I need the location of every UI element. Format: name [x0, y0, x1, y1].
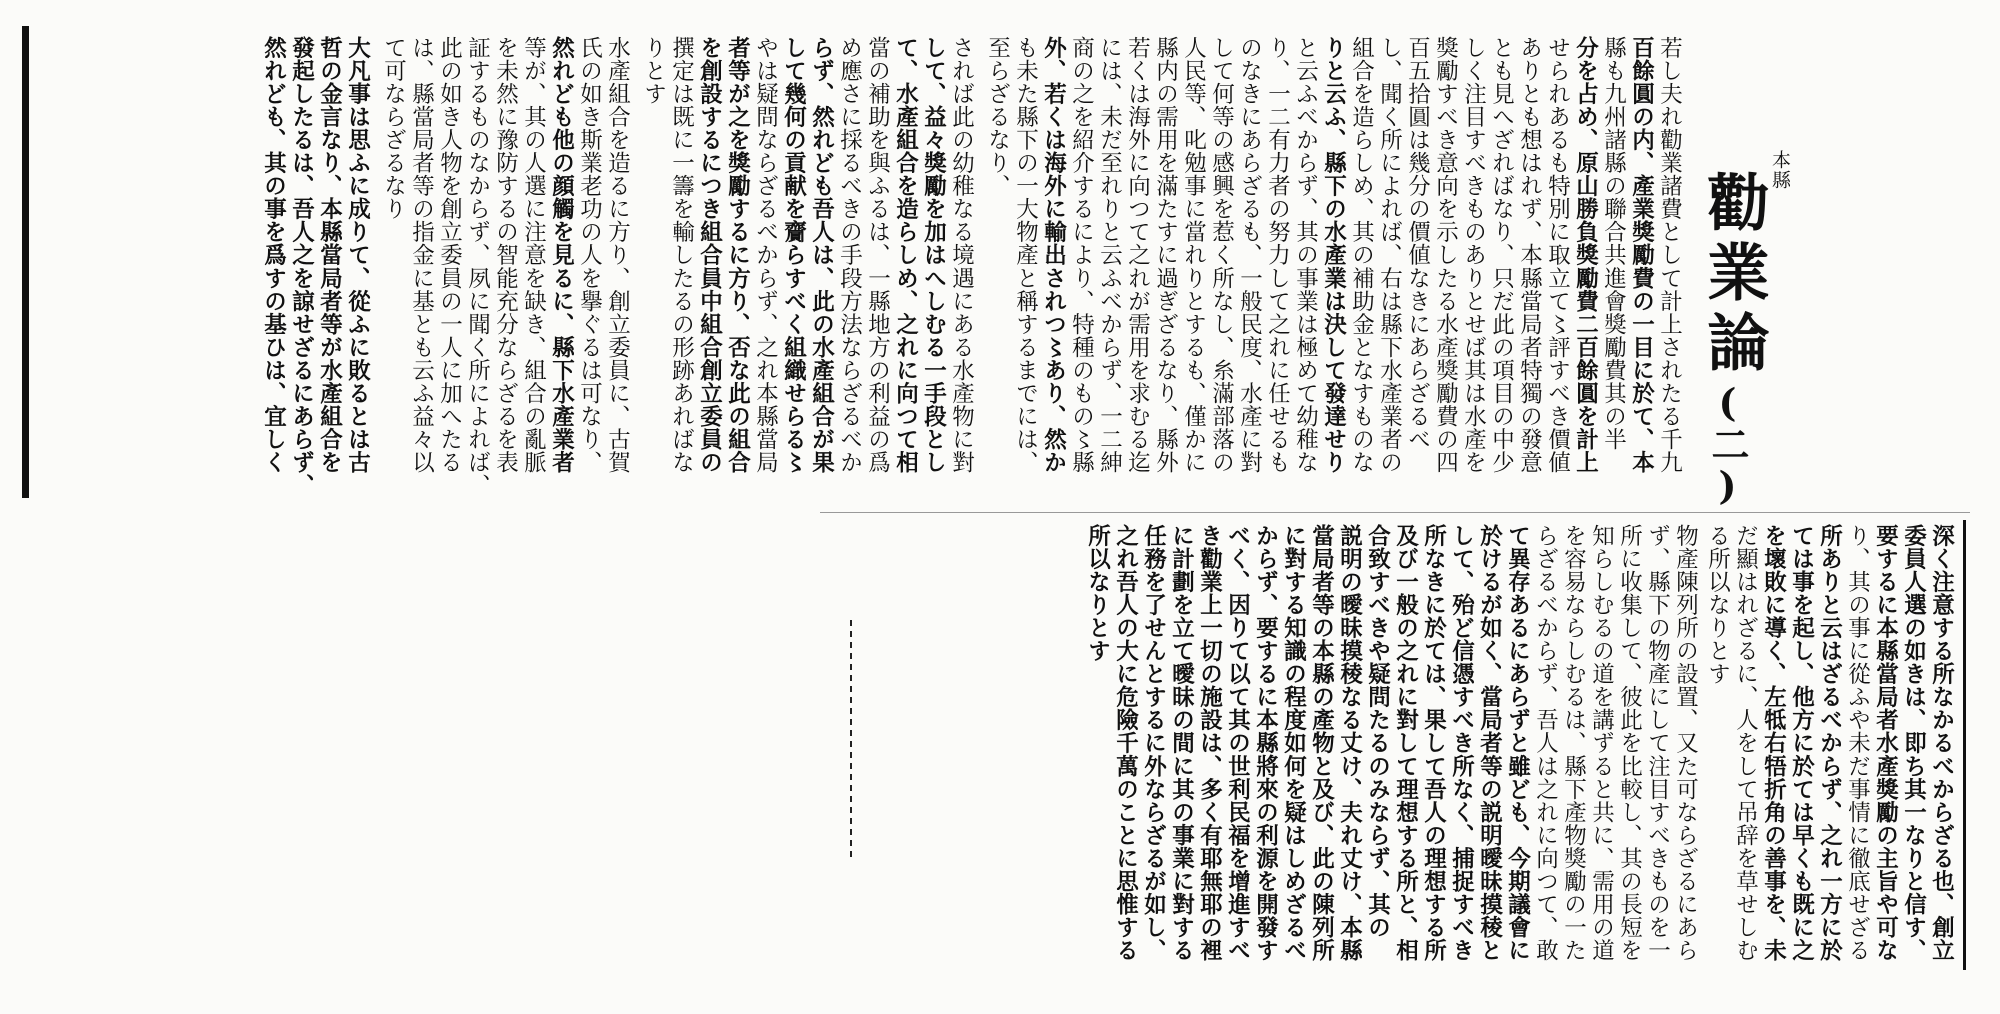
text-column: 委員人選の如きは、即ち其一なりと信す、 — [1900, 524, 1927, 962]
text-column: して幾何の貢献を齎らすべく組織せらる〻 — [780, 36, 807, 474]
text-column: め應さに採るべきの手段方法ならざるべか — [836, 36, 863, 474]
text-column: からず、要するに本縣將來の利源を開發す — [1252, 524, 1279, 962]
text-column: 所ありと云はざるべからず、之れ一方に於 — [1816, 524, 1843, 962]
text-column: を壞敗に導く、左牴右牾折角の善事を、未 — [1760, 524, 1787, 962]
text-column: らざるべからず、吾人は之れに向つて、敢 — [1532, 524, 1559, 962]
text-column: 者等が之を獎勵するに方り、否な此の組合 — [724, 36, 751, 474]
text-column: りと云ふ、縣下の水產業は決して發達せり — [1320, 36, 1347, 474]
text-column: ては事を起し、他方に於ては早くも既に之 — [1788, 524, 1815, 962]
text-column: り、一二有力者の努力して之れに任せるも — [1264, 36, 1291, 474]
text-column: 獎勵すべき意向を示したる水產獎勵費の四 — [1432, 36, 1459, 474]
text-column: 氏の如き斯業老功の人を擧ぐるは可なり、 — [576, 36, 603, 474]
text-column: 物產陳列所の設置、又た可ならざるにあら — [1672, 524, 1699, 962]
text-column: に計劃を立て曖昧の間に其の事業に對する — [1168, 524, 1195, 962]
text-column: 所に收集して、彼此を比較し、其の長短を — [1616, 524, 1643, 962]
text-column: 所なきに於ては、果して吾人の理想する所 — [1420, 524, 1447, 962]
text-column: に對する知識の程度如何を疑はしめざるべ — [1280, 524, 1307, 962]
text-column: やは疑問ならざるべからず、之れ本縣當局 — [752, 36, 779, 474]
text-column: り、其の事に從ふや未だ事情に徹底せざる — [1844, 524, 1871, 962]
text-column: しく注目すべきものありとせば其は水產を — [1460, 36, 1487, 474]
text-column: る所以なりとす — [1704, 524, 1731, 686]
text-column: とも見へざればなり、只だ此の項目の中少 — [1488, 36, 1515, 474]
text-column: き勸業上一切の施設は、多く有耶無耶の裡 — [1196, 524, 1223, 962]
text-column: て、水產組合を造らしめ、之れに向つて相 — [892, 36, 919, 474]
text-column: 説明の曖昧摸稜なる丈け、夫れ丈け、本縣 — [1336, 524, 1363, 962]
text-column: 至らざるなり、 — [984, 36, 1011, 198]
text-column: べく、因りて以て其の世利民福を增進すべ — [1224, 524, 1251, 962]
text-column: 百五拾圓は幾分の價値なきにあらざるべ — [1404, 36, 1431, 451]
text-column: 縣内の需用を滿たすに過ぎざるなり、縣外 — [1152, 36, 1179, 474]
text-column: 於けるが如く、當局者等の説明曖昧摸稜と — [1476, 524, 1503, 962]
text-column: 組合を造らしめ、其の補助金となすものな — [1348, 36, 1375, 474]
text-column: 然れども他の顔觸を見るに、縣下水產業者 — [548, 36, 575, 474]
text-column: 然れども、其の事を爲すの基ひは、宜しく — [260, 36, 287, 474]
text-column: 縣も九州諸縣の聯合共進會獎勵費其の半 — [1600, 36, 1627, 451]
text-column: 要するに本縣當局者水產獎勵の主旨や可な — [1872, 524, 1899, 962]
text-column: 証するものなからず、夙に聞く所によれば、 — [464, 36, 491, 497]
text-column: 百餘圓の内、產業獎勵費の一目に於て、本 — [1628, 36, 1655, 474]
text-column: 此の如き人物を創立委員の一人に加へたる — [436, 36, 463, 474]
text-column: らず、然れども吾人は、此の水產組合が果 — [808, 36, 835, 474]
text-column: して何等の感興を惹く所なし、糸滿部落の — [1208, 36, 1235, 474]
text-column: て可ならざるなり — [380, 36, 407, 221]
text-column: 當局者等の本縣の產物と及び、此の陳列所 — [1308, 524, 1335, 962]
text-column: されば此の幼稚なる境遇にある水產物に對 — [948, 36, 975, 474]
text-column: 等が、其の人選に注意を缺き、組合の亂脈 — [520, 36, 547, 474]
text-column: りとす — [640, 36, 667, 106]
text-column: ず、縣下の物產にして注目すべきものを一 — [1644, 524, 1671, 962]
text-column: 合致すべきや疑問たるのみならず、其の — [1364, 524, 1391, 939]
text-column: 知らしむるの道を講ずると共に、需用の道 — [1588, 524, 1615, 962]
dashed-divider — [850, 620, 852, 860]
article-part-number: (二) — [1705, 380, 1750, 508]
text-column: せられあるも特別に取立て〻評すべき價値 — [1544, 36, 1571, 474]
text-column: 外、若くは海外に輸出されつ〻あり、然か — [1040, 36, 1067, 474]
text-column: 撰定は既に一籌を輸したるの形跡あればな — [668, 36, 695, 474]
left-border-rule — [22, 26, 29, 498]
text-column: 水產組合を造るに方り、創立委員に、古賀 — [604, 36, 631, 474]
text-column: と云ふべからず、其の事業は極めて幼稚な — [1292, 36, 1319, 474]
text-column: 深く注意する所なかるべからざる也、創立 — [1928, 524, 1955, 962]
right-border-rule — [1963, 520, 1966, 970]
text-column: も未た縣下の一大物產と稱するまでには、 — [1012, 36, 1039, 474]
text-column: し、聞く所によれば、右は縣下水產業者の — [1376, 36, 1403, 474]
text-column: 人民等、叱勉事に當れりとするも、僅かに — [1180, 36, 1207, 474]
text-column: を創設するにつき組合員中組合創立委員の — [696, 36, 723, 474]
text-column: 所以なりとす — [1084, 524, 1111, 663]
article-title: 勸業論 — [1697, 170, 1770, 380]
text-column: て異存あるにあらずと雖ども、今期議會に — [1504, 524, 1531, 962]
text-column: 任務を了せんとするに外ならざるが如し、 — [1140, 524, 1167, 962]
text-column: を容易ならしむるは、縣下產物獎勵の一た — [1560, 524, 1587, 962]
text-column: 大凡事は思ふに成りて、從ふに敗るとは古 — [344, 36, 371, 474]
text-column: 哲の金言なり、本縣當局者等が水產組合を — [316, 36, 343, 474]
text-column: 若くは海外に向つて之れが需用を求むる迄 — [1124, 36, 1151, 474]
text-column: 若し夫れ勸業諸費として計上されたる千九 — [1656, 36, 1683, 474]
text-column: ありとも想はれず、本縣當局者特獨の發意 — [1516, 36, 1543, 474]
section-separator-line — [820, 512, 1970, 513]
text-column: して、益々獎勵を加はへしむる一手段とし — [920, 36, 947, 474]
text-column: 及び一般の之れに對して理想する所と、相 — [1392, 524, 1419, 962]
text-column: を未然に豫防するの智能充分ならざるを表 — [492, 36, 519, 474]
text-column: だ顯はれざるに、人をして吊辞を草せしむ — [1732, 524, 1759, 962]
article-kicker: 本縣 — [1769, 150, 1791, 190]
text-column: 發起したるは、吾人之を諒せざるにあらず、 — [288, 36, 315, 497]
text-column: 當の補助を與ふるは、一縣地方の利益の爲 — [864, 36, 891, 474]
text-column: のなきにあらざるも、一般民度、水產に對 — [1236, 36, 1263, 474]
text-column: は、縣當局者等の指金に基とも云ふ益々以 — [408, 36, 435, 474]
text-column: 商の之を紹介するにより、特種のもの〻縣 — [1068, 36, 1095, 474]
text-column: 之れ吾人の大に危險千萬のことに思惟する — [1112, 524, 1139, 962]
text-column: して、殆ど信憑すべき所なく、捕捉すべき — [1448, 524, 1475, 962]
text-column: には、未だ至れりと云ふべからず、一二紳 — [1096, 36, 1123, 474]
text-column: 分を占め、原山勝負獎勵費二百餘圓を計上 — [1572, 36, 1599, 474]
